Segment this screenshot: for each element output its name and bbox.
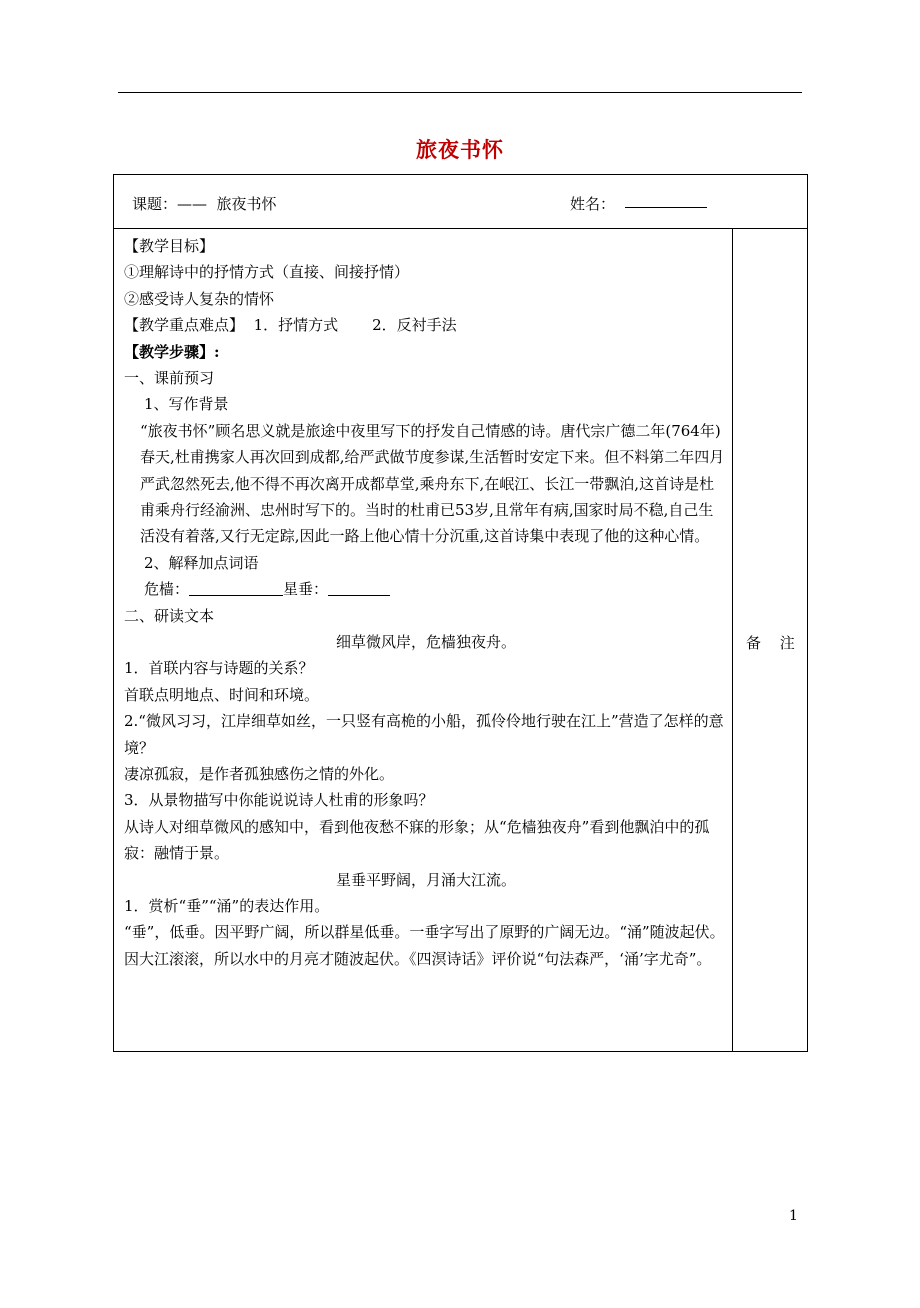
verse-line: 星垂平野阔，月涌大江流。 xyxy=(335,870,516,889)
goals-heading: 【教学目标】 xyxy=(124,237,215,255)
answer: “垂”，低垂。因平野广阔，所以群星低垂。一垂字写出了原野的广阔无边。“涌”随波起伏。因大江滚滚，所以水中的月亮才随波起伏。《四溟诗话》评价说“句法森严，‘涌’字尤奇”。 xyxy=(124,923,725,968)
page-number: 1 xyxy=(789,1208,798,1224)
term-label: 危樯： xyxy=(144,580,190,599)
remark-label: 备 注 xyxy=(746,634,795,652)
key-point-item: 2．反衬手法 xyxy=(372,316,457,335)
verse-line: 细草微风岸，危樯独夜舟。 xyxy=(335,632,516,651)
question: 2.“微风习习，江岸细草如丝，一只竖有高桅的小船，孤伶伶地行驶在江上”营造了怎样的意境？ xyxy=(124,712,724,757)
terms-subheading: 2、解释加点词语 xyxy=(144,553,259,572)
question: 1．赏析“垂”“涌”的表达作用。 xyxy=(124,896,330,915)
background-subheading: 1、写作背景 xyxy=(144,395,229,414)
key-point-item: 1．抒情方式 xyxy=(253,316,339,335)
answer: 凄凉孤寂，是作者孤独感伤之情的外化。 xyxy=(124,764,395,783)
answer: 从诗人对细草微风的感知中，看到他夜愁不寐的形象；从“危樯独夜舟”看到他飘泊中的孤寂：融情于景。 xyxy=(124,817,710,863)
goal-item: ②感受诗人复杂的情怀 xyxy=(124,289,275,308)
document-title: 旅夜书怀 xyxy=(416,138,504,162)
lesson-content xyxy=(124,233,728,972)
key-points-label: 【教学重点难点】 xyxy=(124,316,245,335)
name-blank xyxy=(625,207,707,208)
answer-blank xyxy=(189,580,283,596)
terms-line xyxy=(124,576,728,602)
term-label: 星垂： xyxy=(283,580,329,599)
answer-blank xyxy=(328,580,390,596)
steps-heading: 【教学步骤】: xyxy=(124,342,220,361)
header-rule xyxy=(118,92,802,93)
question: 3．从景物描写中你能说说诗人杜甫的形象吗？ xyxy=(124,791,434,810)
remark-column-divider xyxy=(732,229,733,1051)
background-paragraph: “旅夜书怀”顾名思义就是旅途中夜里写下的抒发自己情感的诗。唐代宗广德二年(764年)春天,杜甫携家人再次回到成都,给严武做节度参谋,生活暂时安定下来。但不料第二年四月严武忽然死去,他不得不再次离开成都草堂,乘舟东下,在岷江、长江一带飘泊,这首诗是杜甫乘舟行经渝洲、忠州时写下的。当时的杜甫已53岁,且常年有病,国家时局不稳,自己生活没有着落,又行无定踪,因此一路上他心情十分沉重,这首诗集中表现了他的这种心情。 xyxy=(140,421,725,546)
question: 1．首联内容与诗题的关系？ xyxy=(124,659,314,678)
table-header-row xyxy=(114,175,807,229)
goal-item: ①理解诗中的抒情方式（直接、间接抒情） xyxy=(124,263,410,282)
section2-heading: 二、研读文本 xyxy=(124,606,215,625)
topic-label: 课题：—— 旅夜书怀 xyxy=(132,195,277,213)
section1-heading: 一、课前预习 xyxy=(124,368,215,387)
key-points-line xyxy=(124,312,728,338)
lesson-table xyxy=(113,174,808,1052)
name-label: 姓名： xyxy=(570,195,616,213)
answer: 首联点明地点、时间和环境。 xyxy=(124,685,320,704)
